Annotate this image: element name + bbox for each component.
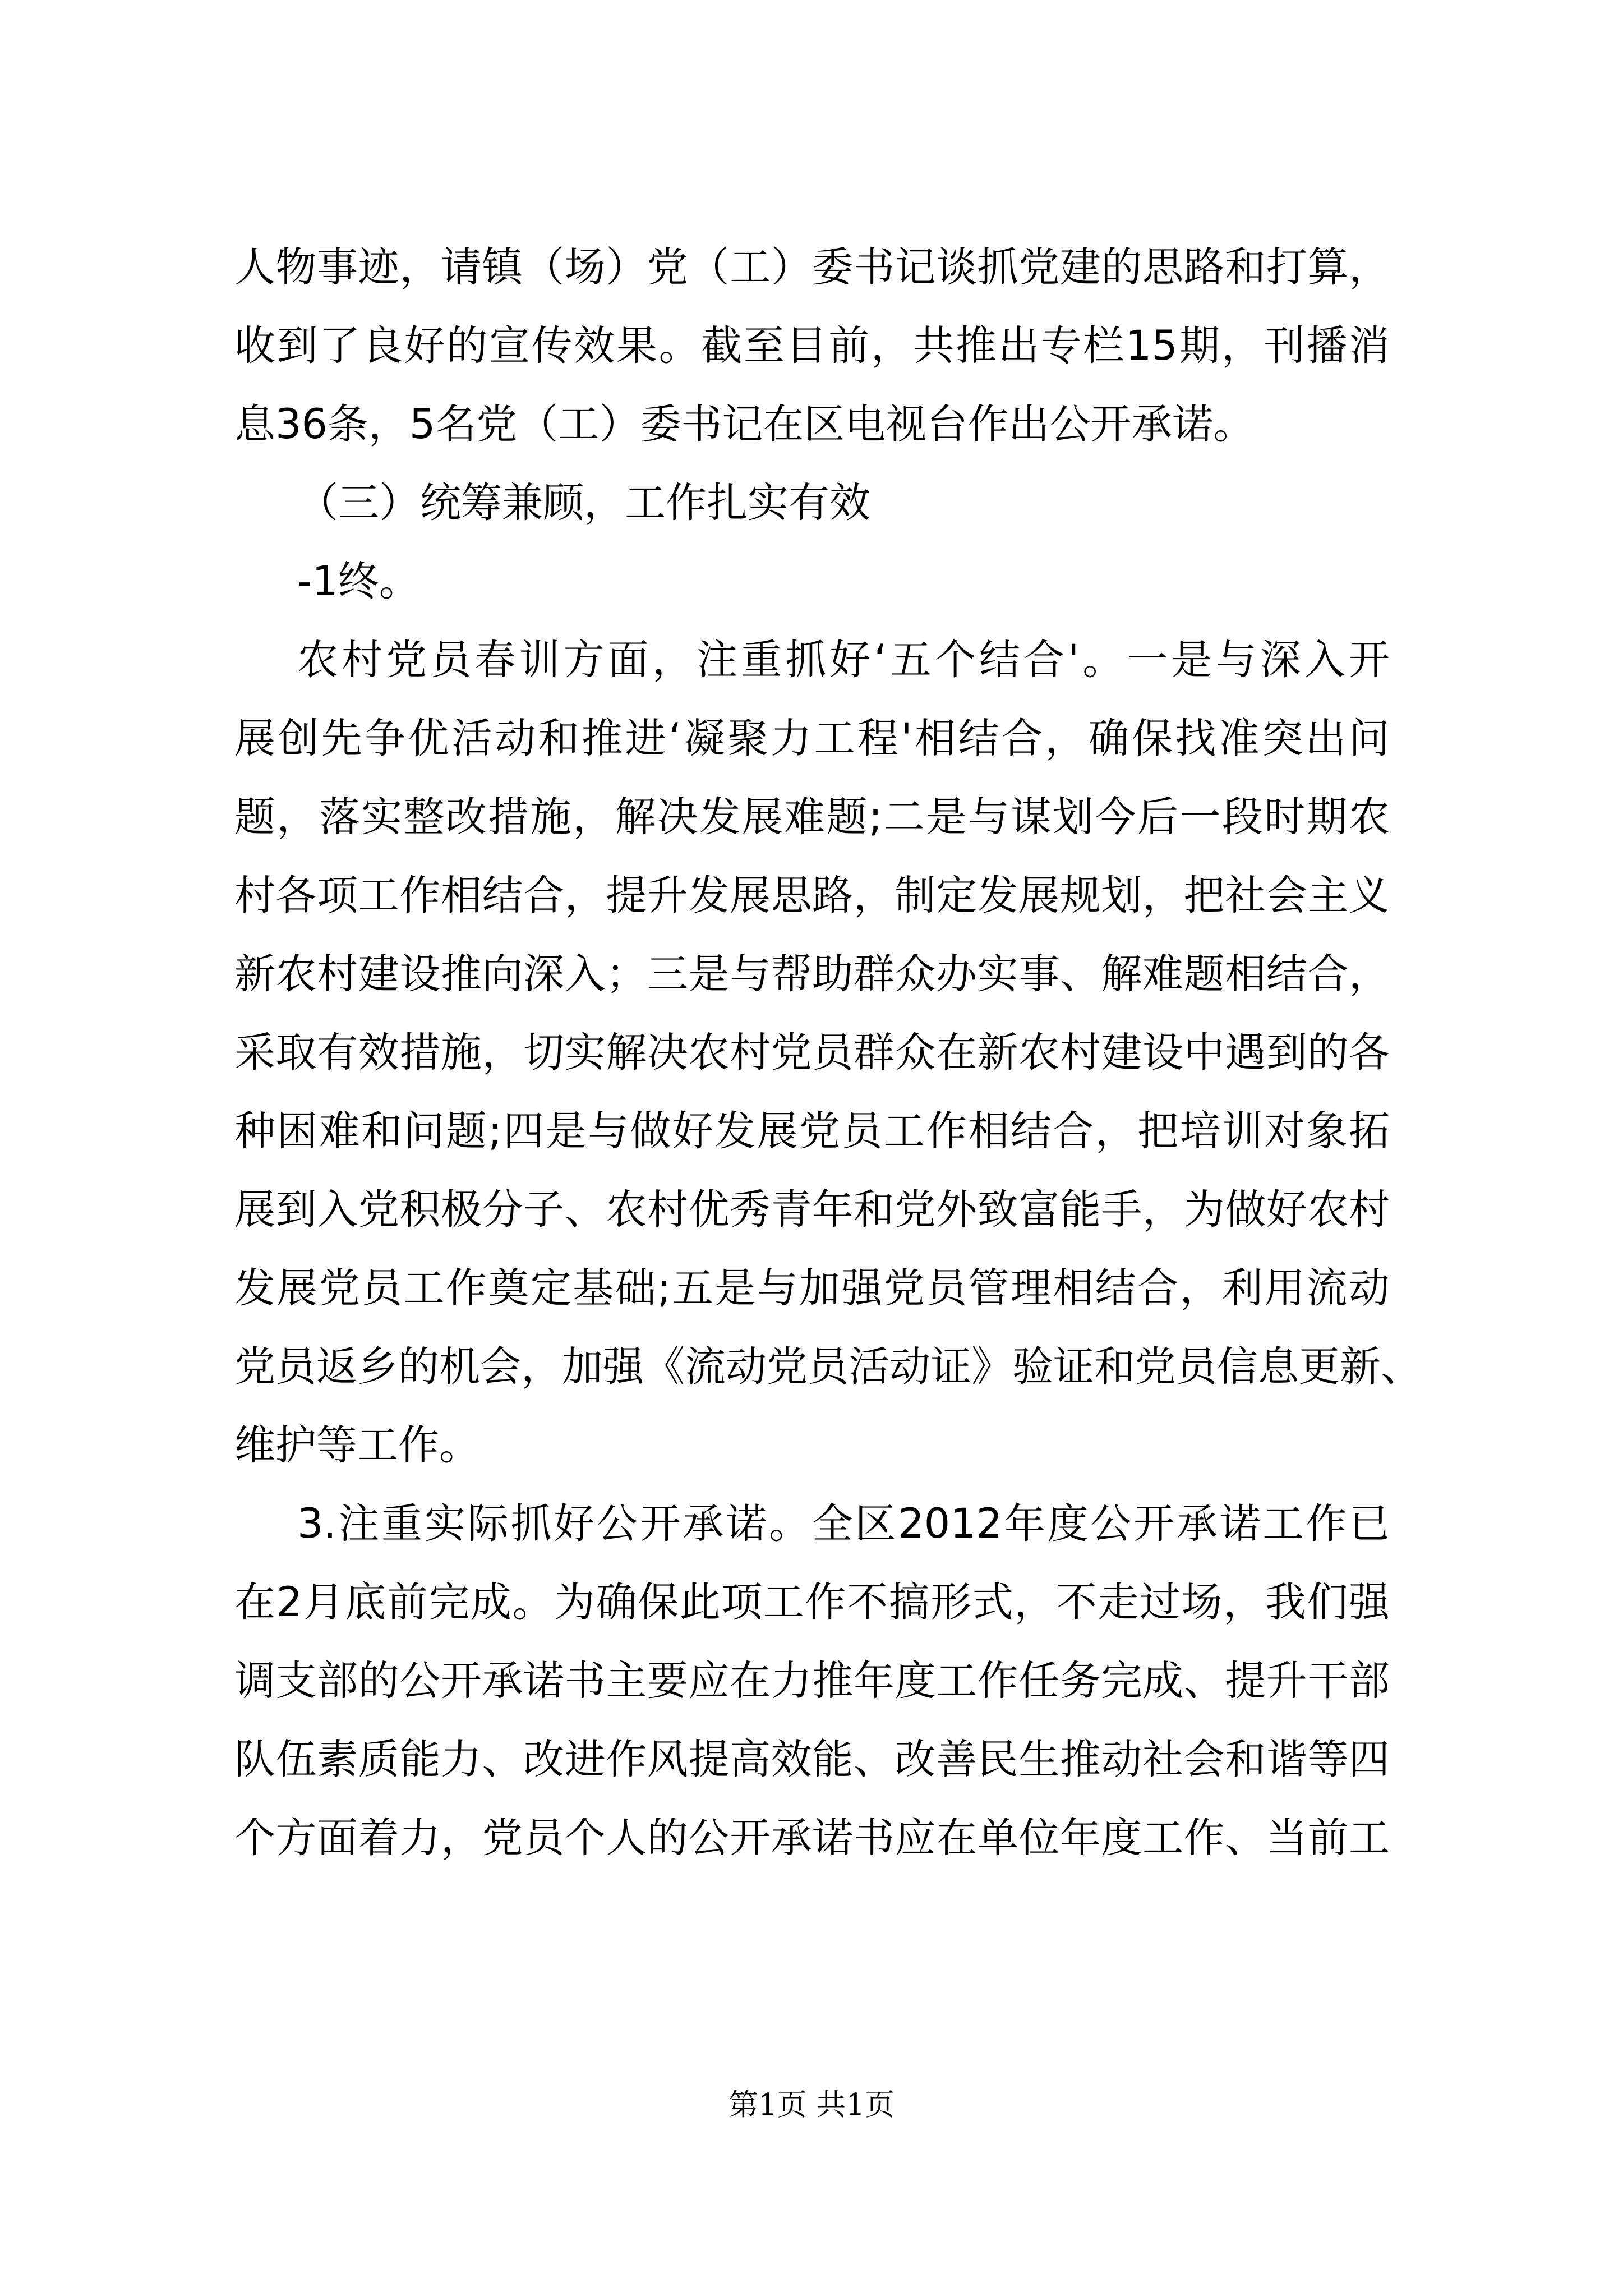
text-line: 在2月底前完成。为确保此项工作不搞形式，不走过场，我们强 — [234, 1579, 1390, 1626]
text-line: 新农村建设推向深入；三是与帮助群众办实事、解难题相结合， — [234, 950, 1390, 998]
text-line: 维护等工作。 — [234, 1421, 480, 1469]
text-line: 村各项工作相结合，提升发展思路，制定发展规划，把社会主义 — [234, 872, 1390, 919]
text-line: 党员返乡的机会，加强《流动党员活动证》验证和党员信息更新、 — [234, 1343, 1422, 1391]
text-line: 展到入党积极分子、农村优秀青年和党外致富能手，为做好农村 — [234, 1186, 1390, 1234]
text-line: 3.注重实际抓好公开承诺。全区2012年度公开承诺工作已 — [297, 1500, 1390, 1548]
page-number: 第1页 共1页 — [728, 2088, 895, 2122]
text-line: 息36条，5名党（工）委书记在区电视台作出公开承诺。 — [234, 401, 1255, 448]
text-line: 发展党员工作奠定基础;五是与加强党员管理相结合，利用流动 — [234, 1264, 1390, 1312]
text-line: 个方面着力，党员个人的公开承诺书应在单位年度工作、当前工 — [234, 1814, 1390, 1862]
text-line: 队伍素质能力、改进作风提高效能、改善民生推动社会和谐等四 — [234, 1736, 1390, 1783]
text-line: 展创先争优活动和推进‘凝聚力工程'相结合，确保找准突出问 — [234, 715, 1390, 762]
section-heading: （三）统筹兼顾，工作扎实有效 — [297, 479, 870, 527]
text-line: 种困难和问题;四是与做好发展党员工作相结合，把培训对象拓 — [234, 1107, 1390, 1155]
text-line: 收到了良好的宣传效果。截至目前，共推出专栏15期，刊播消 — [234, 322, 1390, 370]
text-line: 人物事迹，请镇（场）党（工）委书记谈抓党建的思路和打算， — [234, 243, 1390, 291]
text-line: -1终。 — [297, 558, 420, 605]
text-line: 农村党员春训方面，注重抓好‘五个结合'。一是与深入开 — [297, 636, 1390, 684]
text-line: 采取有效措施，切实解决农村党员群众在新农村建设中遇到的各 — [234, 1029, 1390, 1076]
text-line: 题，落实整改措施，解决发展难题;二是与谋划今后一段时期农 — [234, 793, 1390, 841]
text-line: 调支部的公开承诺书主要应在力推年度工作任务完成、提升干部 — [234, 1657, 1390, 1705]
